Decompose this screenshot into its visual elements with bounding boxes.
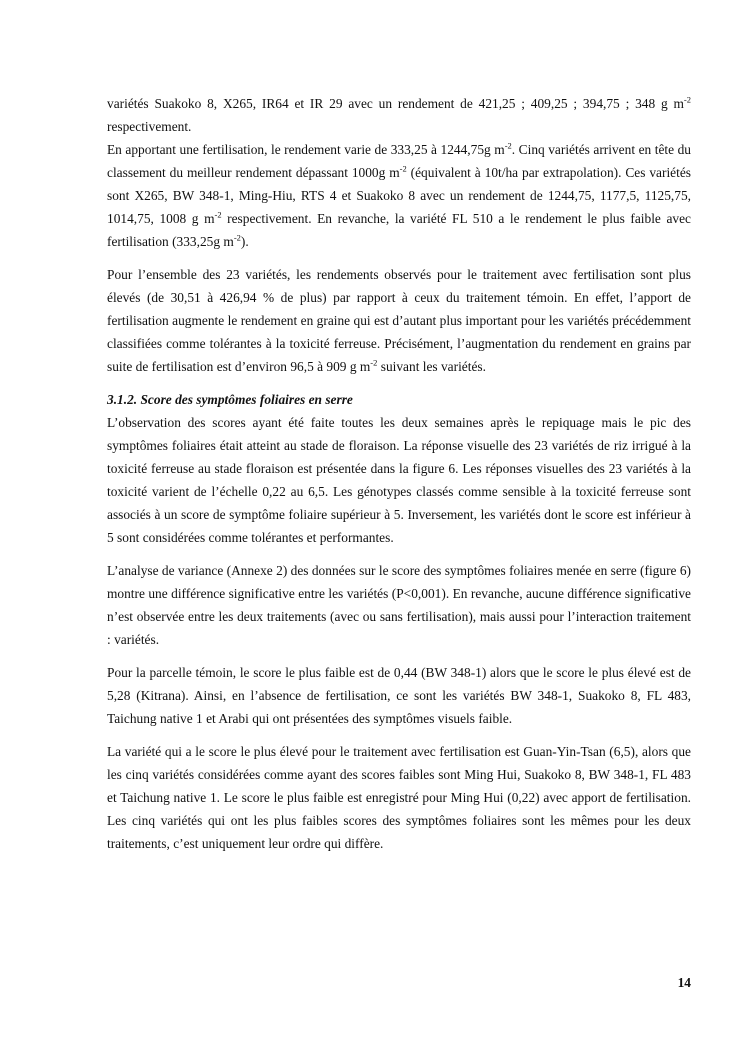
superscript: -2 [683,94,691,105]
paragraph [107,559,691,651]
paragraph [107,92,691,138]
paragraph [107,740,691,855]
page-number: 14 [677,975,691,990]
text-run: . Cinq variétés arrivent en tête du classement du meilleur rendement dépassant 1000g m [107,142,691,180]
superscript: -2 [233,232,241,243]
text-run: La variété qui a le score le plus élevé pour le traitement avec fertilisation est Guan-Yin-Tsan (6,5), alors que les cinq variétés considérées comme ayant des scores faibles sont Ming Hui, Suakoko 8, BW 348-1, FL 483 et Taichung native 1. Le score le plus faible est enregistré pour Ming Hui (0,22) avec apport de fertilisation. Les cinq variétés qui ont les plus faibles scores des symptômes foliaires sont les mêmes pour les deux traitements, c’est uniquement leur ordre qui diffère. [107,744,691,851]
paragraph [107,263,691,378]
section-heading [107,388,691,411]
text-run: (équivalent à 10t/ha par extrapolation). Ces variétés sont X265, BW 348-1, Ming-Hiu, RTS 4 et Suakoko 8 avec un rendement de 1244,75, 1177,5, 1125,75, 1014,75, 1008 g m [107,165,691,226]
text-run: variétés Suakoko 8, X265, IR64 et IR 29 avec un rendement de 421,25 ; 409,25 ; 394,75 ; 348 g m [107,96,684,111]
text-run: ). [240,234,249,249]
text-run: suivant les variétés. [377,359,486,374]
document-body [107,92,691,855]
superscript: -2 [370,357,378,368]
text-run: Pour la parcelle témoin, le score le plus faible est de 0,44 (BW 348-1) alors que le score le plus élevé est de 5,28 (Kitrana). Ainsi, en l’absence de fertilisation, ce sont les variétés BW 348-1, Suakoko 8, FL 483, Taichung native 1 et Arabi qui ont présentées des symptômes visuels faible. [107,665,691,726]
text-run: L’observation des scores ayant été faite toutes les deux semaines après le repiquage mais le pic des symptômes foliaires était atteint au stade de floraison. La réponse visuelle des 23 variétés de riz irrigué à la toxicité ferreuse au stade floraison est présentée dans la figure 6. Les réponses visuelles des 23 variétés à la toxicité varient de l’échelle 0,22 au 6,5. Les génotypes classés comme sensible à la toxicité ferreuse sont associés à un score de symptôme foliaire supérieur à 5. Inversement, les variétés dont le score est inférieur à 5 sont considérées comme tolérantes et performantes. [107,415,691,545]
text-run: respectivement. En revanche, la variété FL 510 a le rendement le plus faible avec fertilisation (333,25g m [107,211,691,249]
text-run: En apportant une fertilisation, le rendement varie de 333,25 à 1244,75g m [107,142,505,157]
text-run: respectivement. [107,119,192,134]
superscript: -2 [399,163,407,174]
paragraph [107,411,691,549]
text-run: 3.1.2. Score des symptômes foliaires en serre [107,392,353,407]
superscript: -2 [214,209,222,220]
text-run: Pour l’ensemble des 23 variétés, les rendements observés pour le traitement avec fertilisation sont plus élevés (de 30,51 à 426,94 % de plus) par rapport à ceux du traitement témoin. En effet, l’apport de fertilisation augmente le rendement en graine qui est d’autant plus important pour les variétés précédemment classifiées comme tolérantes à la toxicité ferreuse. Précisément, l’augmentation du rendement en grains par suite de fertilisation est d’environ 96,5 à 909 g m [107,267,691,374]
text-run: L’analyse de variance (Annexe 2) des données sur le score des symptômes foliaires menée en serre (figure 6) montre une différence significative entre les variétés (P<0,001). En revanche, aucune différence significative n’est observée entre les deux traitements (avec ou sans fertilisation), mais aussi pour l’interaction traitement : variétés. [107,563,691,647]
paragraph [107,138,691,253]
paragraph [107,661,691,730]
superscript: -2 [504,140,512,151]
